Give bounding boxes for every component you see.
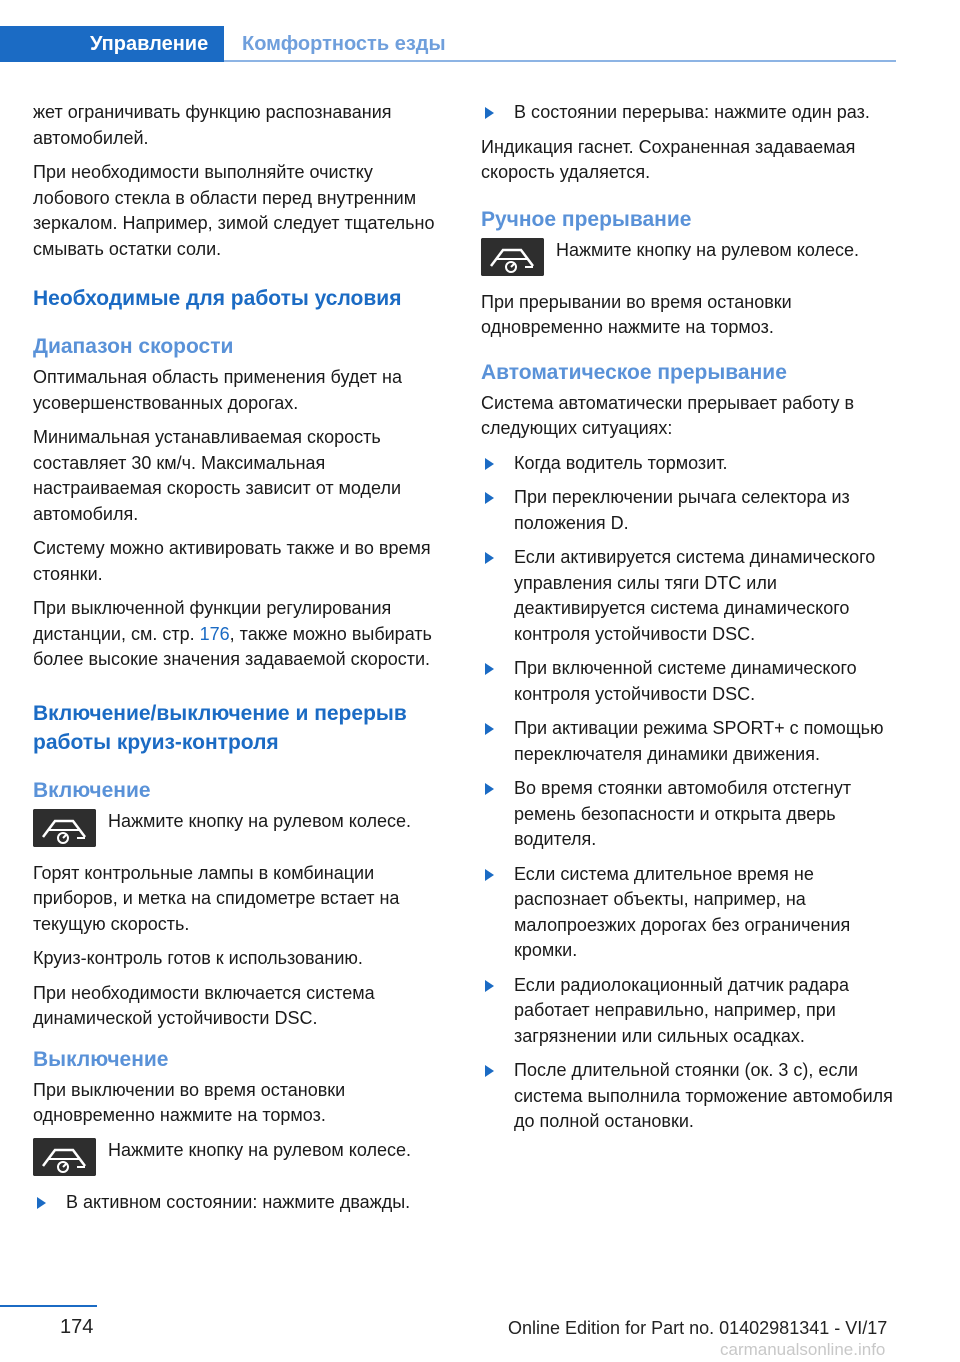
paragraph: При необходимости выполняйте очистку лобового стекла в области перед внутренним зеркалом. Например, зимой следует тщательно смывать остатки соли. — [33, 162, 435, 259]
list-item-text: Если радиолокационный датчик радара работает неправильно, например, при загрязнении или сильных осадках. — [514, 974, 850, 1046]
bullet-triangle-icon — [37, 1197, 46, 1209]
list-item-text: При активации режима SPORT+ с помощью переключателя динамики движения. — [514, 718, 884, 764]
paragraph: Круиз-контроль готов к использованию. — [33, 948, 363, 968]
paragraph: Горят контрольные лампы в комбинации приборов, и метка на спидометре встает на текущую скорость. — [33, 862, 400, 934]
bullet-triangle-icon — [485, 1065, 494, 1077]
watermark: carmanualsonline.info — [720, 1340, 886, 1359]
bullet-triangle-icon — [485, 783, 494, 795]
header-divider — [224, 60, 896, 62]
left-column — [33, 100, 445, 1224]
list-item-text: Если система длительное время не распознает объекты, например, на малопроезжих дорогах без ограничения кромки. — [514, 863, 851, 960]
list-item — [481, 656, 893, 707]
heading-switch-on: Включение — [33, 778, 151, 802]
bullet-triangle-icon — [485, 107, 494, 119]
bullet-triangle-icon — [485, 663, 494, 675]
list-item-text: При переключении рычага селектора из положения D. — [514, 487, 850, 533]
list-item — [481, 545, 893, 647]
list-item-text: Во время стоянки автомобиля отстегнут ремень безопасности и открыта дверь водителя. — [514, 778, 852, 849]
edition-note: Online Edition for Part no. 01402981341 - VI/17 — [508, 1318, 888, 1338]
paragraph: Система автоматически прерывает работу в следующих ситуациях: — [481, 392, 855, 438]
list-item-text: Если активируется система динамического управления силы тяги DTC или деактивируется система динамического контроля устойчивости DSC. — [514, 547, 876, 644]
right-column — [481, 100, 893, 1144]
cruise-control-steering-button-icon — [33, 809, 96, 847]
paragraph: Индикация гаснет. Сохраненная задаваемая скорость удаляется. — [481, 136, 856, 182]
heading-manual-interrupt: Ручное прерывание — [481, 207, 692, 231]
page-number: 174 — [60, 1316, 94, 1338]
paragraph: Оптимальная область применения будет на усовершенствованных дорогах. — [33, 367, 402, 413]
bullet-triangle-icon — [485, 552, 494, 564]
bullet-triangle-icon — [485, 458, 494, 470]
list-item-text: При включенной системе динамического контроля устойчивости DSC. — [514, 658, 857, 704]
heading-conditions: Необходимые для работы условия — [33, 287, 402, 310]
list-item-text: В состоянии перерыва: нажмите один раз. — [514, 102, 870, 122]
list-item — [481, 100, 893, 126]
paragraph: Систему можно активировать также и во время стоянки. — [33, 538, 431, 584]
heading-on-off: Включение/выключение и перерыв работы круиз-контроля — [33, 701, 407, 754]
section-tab-driving-comfort[interactable]: Комфортность езды — [242, 33, 446, 55]
list-item — [481, 973, 893, 1050]
list-item-text: Когда водитель тормозит. — [514, 452, 728, 473]
icon-instruction — [33, 809, 445, 847]
icon-instruction — [481, 238, 893, 276]
icon-instruction-text: Нажмите кнопку на рулевом колесе. — [556, 239, 860, 260]
paragraph: При необходимости включается система динамической устойчивости DSC. — [33, 982, 375, 1028]
bullet-list — [481, 100, 893, 126]
heading-auto-interrupt: Автоматическое прерывание — [481, 360, 787, 384]
bullet-list — [33, 1190, 445, 1216]
heading-speed-range: Диапазон скорости — [33, 335, 234, 358]
section-tab-control[interactable]: Управление — [0, 26, 224, 62]
bullet-triangle-icon — [485, 723, 494, 735]
heading-switch-off: Выключение — [33, 1047, 169, 1071]
bullet-triangle-icon — [485, 980, 494, 992]
page-header — [0, 0, 960, 66]
list-item-text: В активном состоянии: нажмите дважды. — [66, 1191, 411, 1212]
list-item-text: После длительной стоянки (ок. 3 с), если система выполнила торможение автомобиля до полной остановки. — [514, 1060, 893, 1131]
list-item — [481, 716, 893, 767]
cruise-control-steering-button-icon — [481, 238, 544, 276]
bullet-triangle-icon — [485, 869, 494, 881]
list-item — [481, 1058, 893, 1135]
list-item — [481, 485, 893, 536]
icon-instruction-text: Нажмите кнопку на рулевом колесе. — [108, 1139, 412, 1160]
bullet-list-auto-interrupt — [481, 451, 893, 1135]
cruise-control-steering-button-icon — [33, 1138, 96, 1176]
text: , также можно выбирать более высокие значения задаваемой скорости. — [33, 623, 432, 669]
icon-instruction — [33, 1138, 445, 1176]
paragraph: При прерывании во время остановки одновременно нажмите на тормоз. — [481, 291, 792, 337]
paragraph: Минимальная устанавливаемая скорость составляет 30 км/ч. Максимальная настраиваемая скорость зависит от модели автомобиля. — [33, 427, 402, 524]
paragraph: жет ограничивать функцию распознавания автомобилей. — [33, 102, 392, 148]
paragraph-page-ref — [33, 596, 445, 673]
list-item — [481, 862, 893, 964]
paragraph: При выключении во время остановки одновременно нажмите на тормоз. — [33, 1079, 346, 1125]
list-item — [33, 1190, 445, 1216]
page-reference-link[interactable]: 176 — [199, 623, 230, 644]
footer-rule — [0, 1305, 97, 1307]
icon-instruction-text: Нажмите кнопку на рулевом колесе. — [108, 810, 412, 831]
bullet-triangle-icon — [485, 492, 494, 504]
list-item — [481, 451, 893, 477]
text: При выключенной функции регулирования дистанции, см. стр. — [33, 598, 392, 644]
list-item — [481, 776, 893, 853]
